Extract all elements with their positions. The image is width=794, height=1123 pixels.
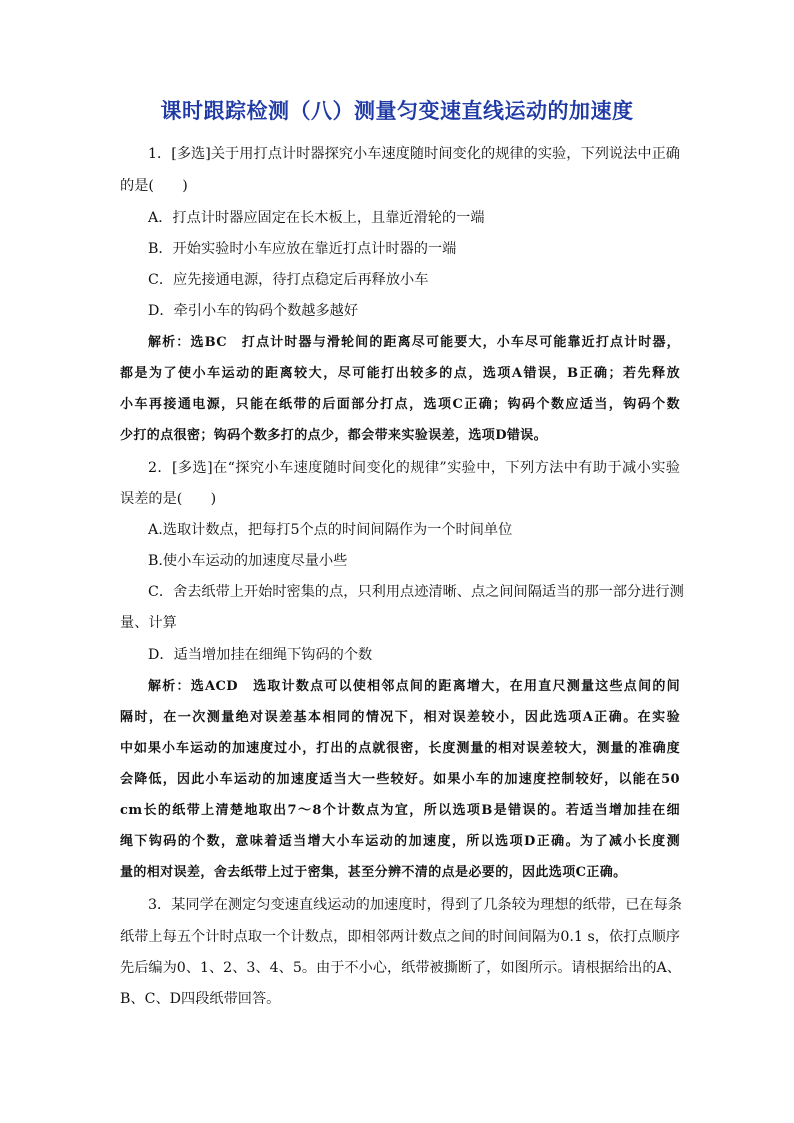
q1-solution-line-2: 都是为了使小车运动的距离较大，尽可能打出较多的点，选项A错误，B正确；若先释放 xyxy=(120,366,680,381)
q1-option-c: C．应先接通电源，待打点稳定后再释放小车 xyxy=(148,272,429,288)
q2-option-b: B.使小车运动的加速度尽量小些 xyxy=(148,553,348,569)
q2-option-c-line-1: C．舍去纸带上开始时密集的点，只利用点迹清晰、点之间间隔适当的那一部分进行测 xyxy=(148,584,684,600)
q2-option-d: D．适当增加挂在细绳下钩码的个数 xyxy=(148,647,373,663)
q1-stem-line-1: 1．[多选]关于用打点计时器探究小车速度随时间变化的规律的实验，下列说法中正确 xyxy=(148,146,680,162)
q1-solution-line-3: 小车再接通电源，只能在纸带的后面部分打点，选项C正确；钩码个数应适当，钩码个数 xyxy=(120,397,680,412)
q1-option-d: D．牵引小车的钩码个数越多越好 xyxy=(148,303,359,319)
q2-solution-line-4: 会降低，因此小车运动的加速度适当大一些较好。如果小车的加速度控制较好，以能在50 xyxy=(120,772,680,787)
q2-option-c-line-2: 量、计算 xyxy=(120,615,177,631)
q2-option-a: A.选取计数点，把每打5个点的时间间隔作为一个时间单位 xyxy=(148,522,513,538)
q2-solution-line-7: 量的相对误差，舍去纸带上过于密集，甚至分辨不清的点是必要的，因此选项C正确。 xyxy=(120,865,627,880)
q2-solution-line-2: 隔时，在一次测量绝对误差基本相同的情况下，相对误差较小，因此选项A正确。在实验 xyxy=(120,710,680,725)
q2-solution-line-1: 解析：选ACD 选取计数点可以使相邻点间的距离增大，在用直尺测量这些点间的间 xyxy=(148,679,680,694)
q3-stem-line-1: 3．某同学在测定匀变速直线运动的加速度时，得到了几条较为理想的纸带，已在每条 xyxy=(148,897,682,913)
q1-option-a: A．打点计时器应固定在长木板上，且靠近滑轮的一端 xyxy=(148,210,485,226)
q3-stem-line-4: B、C、D四段纸带回答。 xyxy=(120,991,281,1007)
q2-stem-line-1: 2．[多选]在“探究小车速度随时间变化的规律”实验中，下列方法中有助于减小实验 xyxy=(148,460,680,476)
q2-stem-line-2: 误差的是( ) xyxy=(120,491,217,507)
q2-solution-line-6: 绳下钩码的个数，意味着适当增大小车运动的加速度，所以选项D正确。为了减小长度测 xyxy=(120,834,680,849)
q1-solution-line-1: 解析：选BC 打点计时器与滑轮间的距离尽可能要大，小车尽可能靠近打点计时器， xyxy=(148,335,680,350)
page-title: 课时跟踪检测（八）测量匀变速直线运动的加速度 xyxy=(160,98,634,123)
q3-stem-line-3: 先后编为0、1、2、3、4、5。由于不小心，纸带被撕断了，如图所示。请根据给出的A、 xyxy=(120,960,681,976)
q1-solution-line-4: 少打的点很密；钩码个数多打的点少，都会带来实验误差，选项D错误。 xyxy=(120,428,548,443)
q2-solution-line-5: cm长的纸带上清楚地取出7～8个计数点为宜，所以选项B是错误的。若适当增加挂在细 xyxy=(120,803,680,818)
q3-stem-line-2: 纸带上每五个计时点取一个计数点，即相邻两计数点之间的时间间隔为0.1 s，依打点顺序 xyxy=(120,929,680,945)
q1-stem-line-2: 的是( ) xyxy=(120,178,188,194)
q2-solution-line-3: 中如果小车运动的加速度过小，打出的点就很密，长度测量的相对误差较大，测量的准确度 xyxy=(120,741,680,756)
q1-option-b: B．开始实验时小车应放在靠近打点计时器的一端 xyxy=(148,241,457,257)
